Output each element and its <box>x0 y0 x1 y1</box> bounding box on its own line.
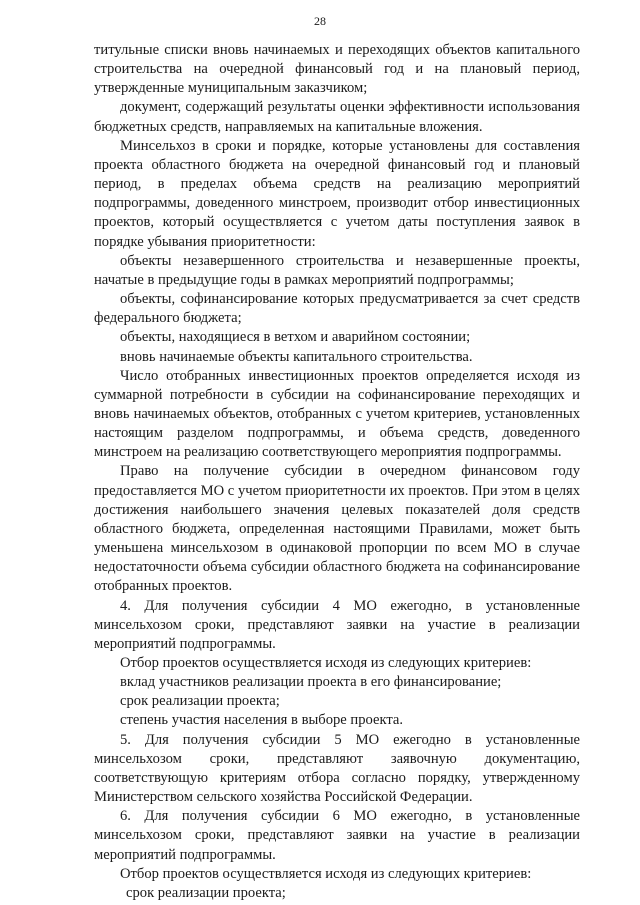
paragraph-criterion-term-2: срок реализации проекта; <box>126 884 286 901</box>
paragraph-priority-federal: объекты, софинансирование которых предусматривается за счет средств федерального бюджета; <box>94 291 580 327</box>
paragraph-priority-unfinished: объекты незавершенного строительства и незавершенные проекты, начатые в предыдущие годы в рамках мероприятий подпрограммы; <box>94 252 580 288</box>
paragraph-criterion-participation: степень участия населения в выборе проекта. <box>120 712 404 729</box>
page-number: 28 <box>314 14 326 28</box>
paragraph-criterion-term-1: срок реализации проекта; <box>120 693 280 710</box>
paragraph-priority-new: вновь начинаемые объекты капитального строительства. <box>120 348 473 365</box>
paragraph-priority-dilapidated: объекты, находящиеся в ветхом и аварийном состоянии; <box>120 329 471 346</box>
paragraph-subsidy-6: 6. Для получения субсидии 6 МО ежегодно, в установленные минсельхозом сроки, представляют заявки на участие в реализации мероприятий подпрограммы. <box>94 808 580 863</box>
document-text <box>94 41 580 903</box>
paragraph-right-to-subsidy: Право на получение субсидии в очередном финансовом году предоставляется МО с учетом приоритетности их проектов. При этом в целях достижения наибольшего значения целевых показателей доля средств областного бюджета, определенная настоящими Правилами, может быть уменьшена минсельхозом в одинаковой пропорции по всем МО в случае недостаточности объема субсидии областного бюджета на софинансирование отобранных проектов. <box>94 463 580 595</box>
paragraph-criteria-intro-2: Отбор проектов осуществляется исходя из следующих критериев: <box>120 865 532 882</box>
paragraph-title-lists: титульные списки вновь начинаемых и переходящих объектов капитального строительства на очередной финансовый год и на плановый период, утвержденные муниципальным заказчиком; <box>94 42 580 97</box>
paragraph-criteria-intro-1: Отбор проектов осуществляется исходя из следующих критериев: <box>120 655 532 671</box>
paragraph-criterion-contribution: вклад участников реализации проекта в его финансирование; <box>120 674 502 691</box>
paragraph-minselkhoz-selection: Минсельхоз в сроки и порядке, которые установлены для составления проекта областного бюджета на очередной финансовый год и плановый период, в пределах объема средств на реализацию мероприятий подпрограммы, доведенного минстроем, производит отбор инвестиционных проектов, который осуществляется с учетом даты поступления заявок в порядке убывания приоритетности: <box>94 137 580 250</box>
paragraph-efficiency-document: документ, содержащий результаты оценки эффективности использования бюджетных средств, направляемых на капитальные вложения. <box>94 99 580 135</box>
paragraph-subsidy-5: 5. Для получения субсидии 5 МО ежегодно в установленные минсельхозом сроки, представляют заявочную документацию, соответствующую критериям отбора согласно порядку, утвержденному Министерством сельского хозяйства Российской Федерации. <box>94 731 580 806</box>
paragraph-number-of-projects: Число отобранных инвестиционных проектов определяется исходя из суммарной потребности в субсидии на софинансирование переходящих и вновь начинаемых объектов, отобранных с учетом критериев, установленных настоящим разделом подпрограммы, и объема средств, доведенного минстроем на реализацию соответствующего мероприятия подпрограммы. <box>94 367 580 461</box>
paragraph-subsidy-4: 4. Для получения субсидии 4 МО ежегодно, в установленные минсельхозом сроки, представляют заявки на участие в реализации мероприятий подпрограммы. <box>94 597 580 652</box>
